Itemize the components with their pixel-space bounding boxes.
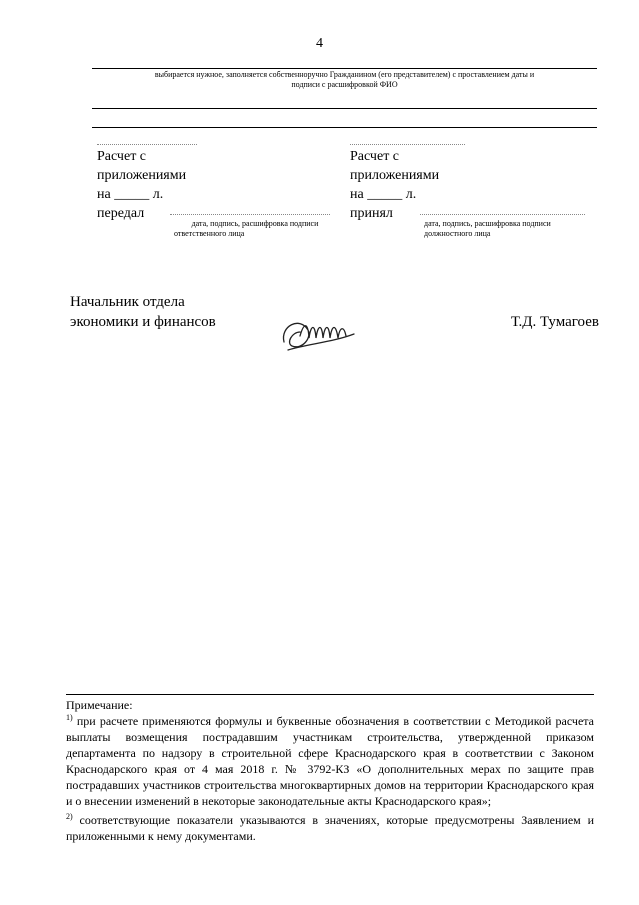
notes-section <box>66 697 594 844</box>
note-2-mark: 2) <box>66 812 73 821</box>
right-line1: Расчет с <box>350 149 400 164</box>
left-sign-caption <box>170 219 340 239</box>
left-line4: передал <box>97 206 145 221</box>
handwritten-signature-icon <box>278 312 358 356</box>
top-caption <box>92 70 597 90</box>
left-caption1: дата, подпись, расшифровка подписи <box>191 219 319 228</box>
note-1 <box>66 713 594 809</box>
notes-heading: Примечание: <box>66 698 133 712</box>
top-caption-line1: выбирается нужное, заполняется собственноручно Гражданином (его представителем) с проставлением даты и <box>154 70 535 79</box>
right-line3: на _____ л. <box>350 187 417 202</box>
fill-line-2 <box>92 108 597 109</box>
right-caption2: должностного лица <box>424 229 491 238</box>
left-line2: приложениями <box>97 168 187 183</box>
left-sign-line <box>170 214 330 215</box>
top-caption-line2: подписи с расшифровкой ФИО <box>291 80 398 89</box>
signatory-name: Т.Д. Тумагоев <box>510 314 599 330</box>
left-line1: Расчет с <box>97 149 147 164</box>
fill-line-top <box>92 68 597 69</box>
signatory-position-line1: Начальник отдела <box>70 294 185 310</box>
left-block-dotted <box>97 144 197 145</box>
left-caption2: ответственного лица <box>174 229 245 238</box>
right-sign-line <box>420 214 585 215</box>
page-number: 4 <box>316 36 323 51</box>
right-line4: принял <box>350 206 393 221</box>
signatory-position <box>70 292 216 332</box>
right-caption1: дата, подпись, расшифровка подписи <box>424 219 551 228</box>
fill-line-3 <box>92 127 597 128</box>
notes-separator <box>66 694 594 695</box>
right-line2: приложениями <box>350 168 440 183</box>
right-block <box>350 147 439 223</box>
note-2 <box>66 812 594 844</box>
left-line3: на _____ л. <box>97 187 164 202</box>
note-2-text: соответствующие показатели указываются в значениях, которые предусмотрены Заявлением и приложенными к нему документами. <box>66 813 595 843</box>
note-1-text: при расчете применяются формулы и буквенные обозначения в соответствии с Методикой расчета выплаты возмещения пострадавшим участникам строительства, утвержденной приказом департамента по надзору в строительной сфере Краснодарского края в соответствии с Законом Краснодарского края от 4 мая 2018 г. № 3792-КЗ «О дополнительных мерах по защите прав пострадавших участников строительства многоквартирных домов на территории Краснодарского края и о внесении изменений в некоторые законодательные акты Краснодарского края»; <box>66 714 595 808</box>
left-block <box>97 147 186 223</box>
right-sign-caption <box>424 219 594 239</box>
note-1-mark: 1) <box>66 713 73 722</box>
right-block-dotted <box>350 144 465 145</box>
signatory-position-line2: экономики и финансов <box>70 314 216 330</box>
